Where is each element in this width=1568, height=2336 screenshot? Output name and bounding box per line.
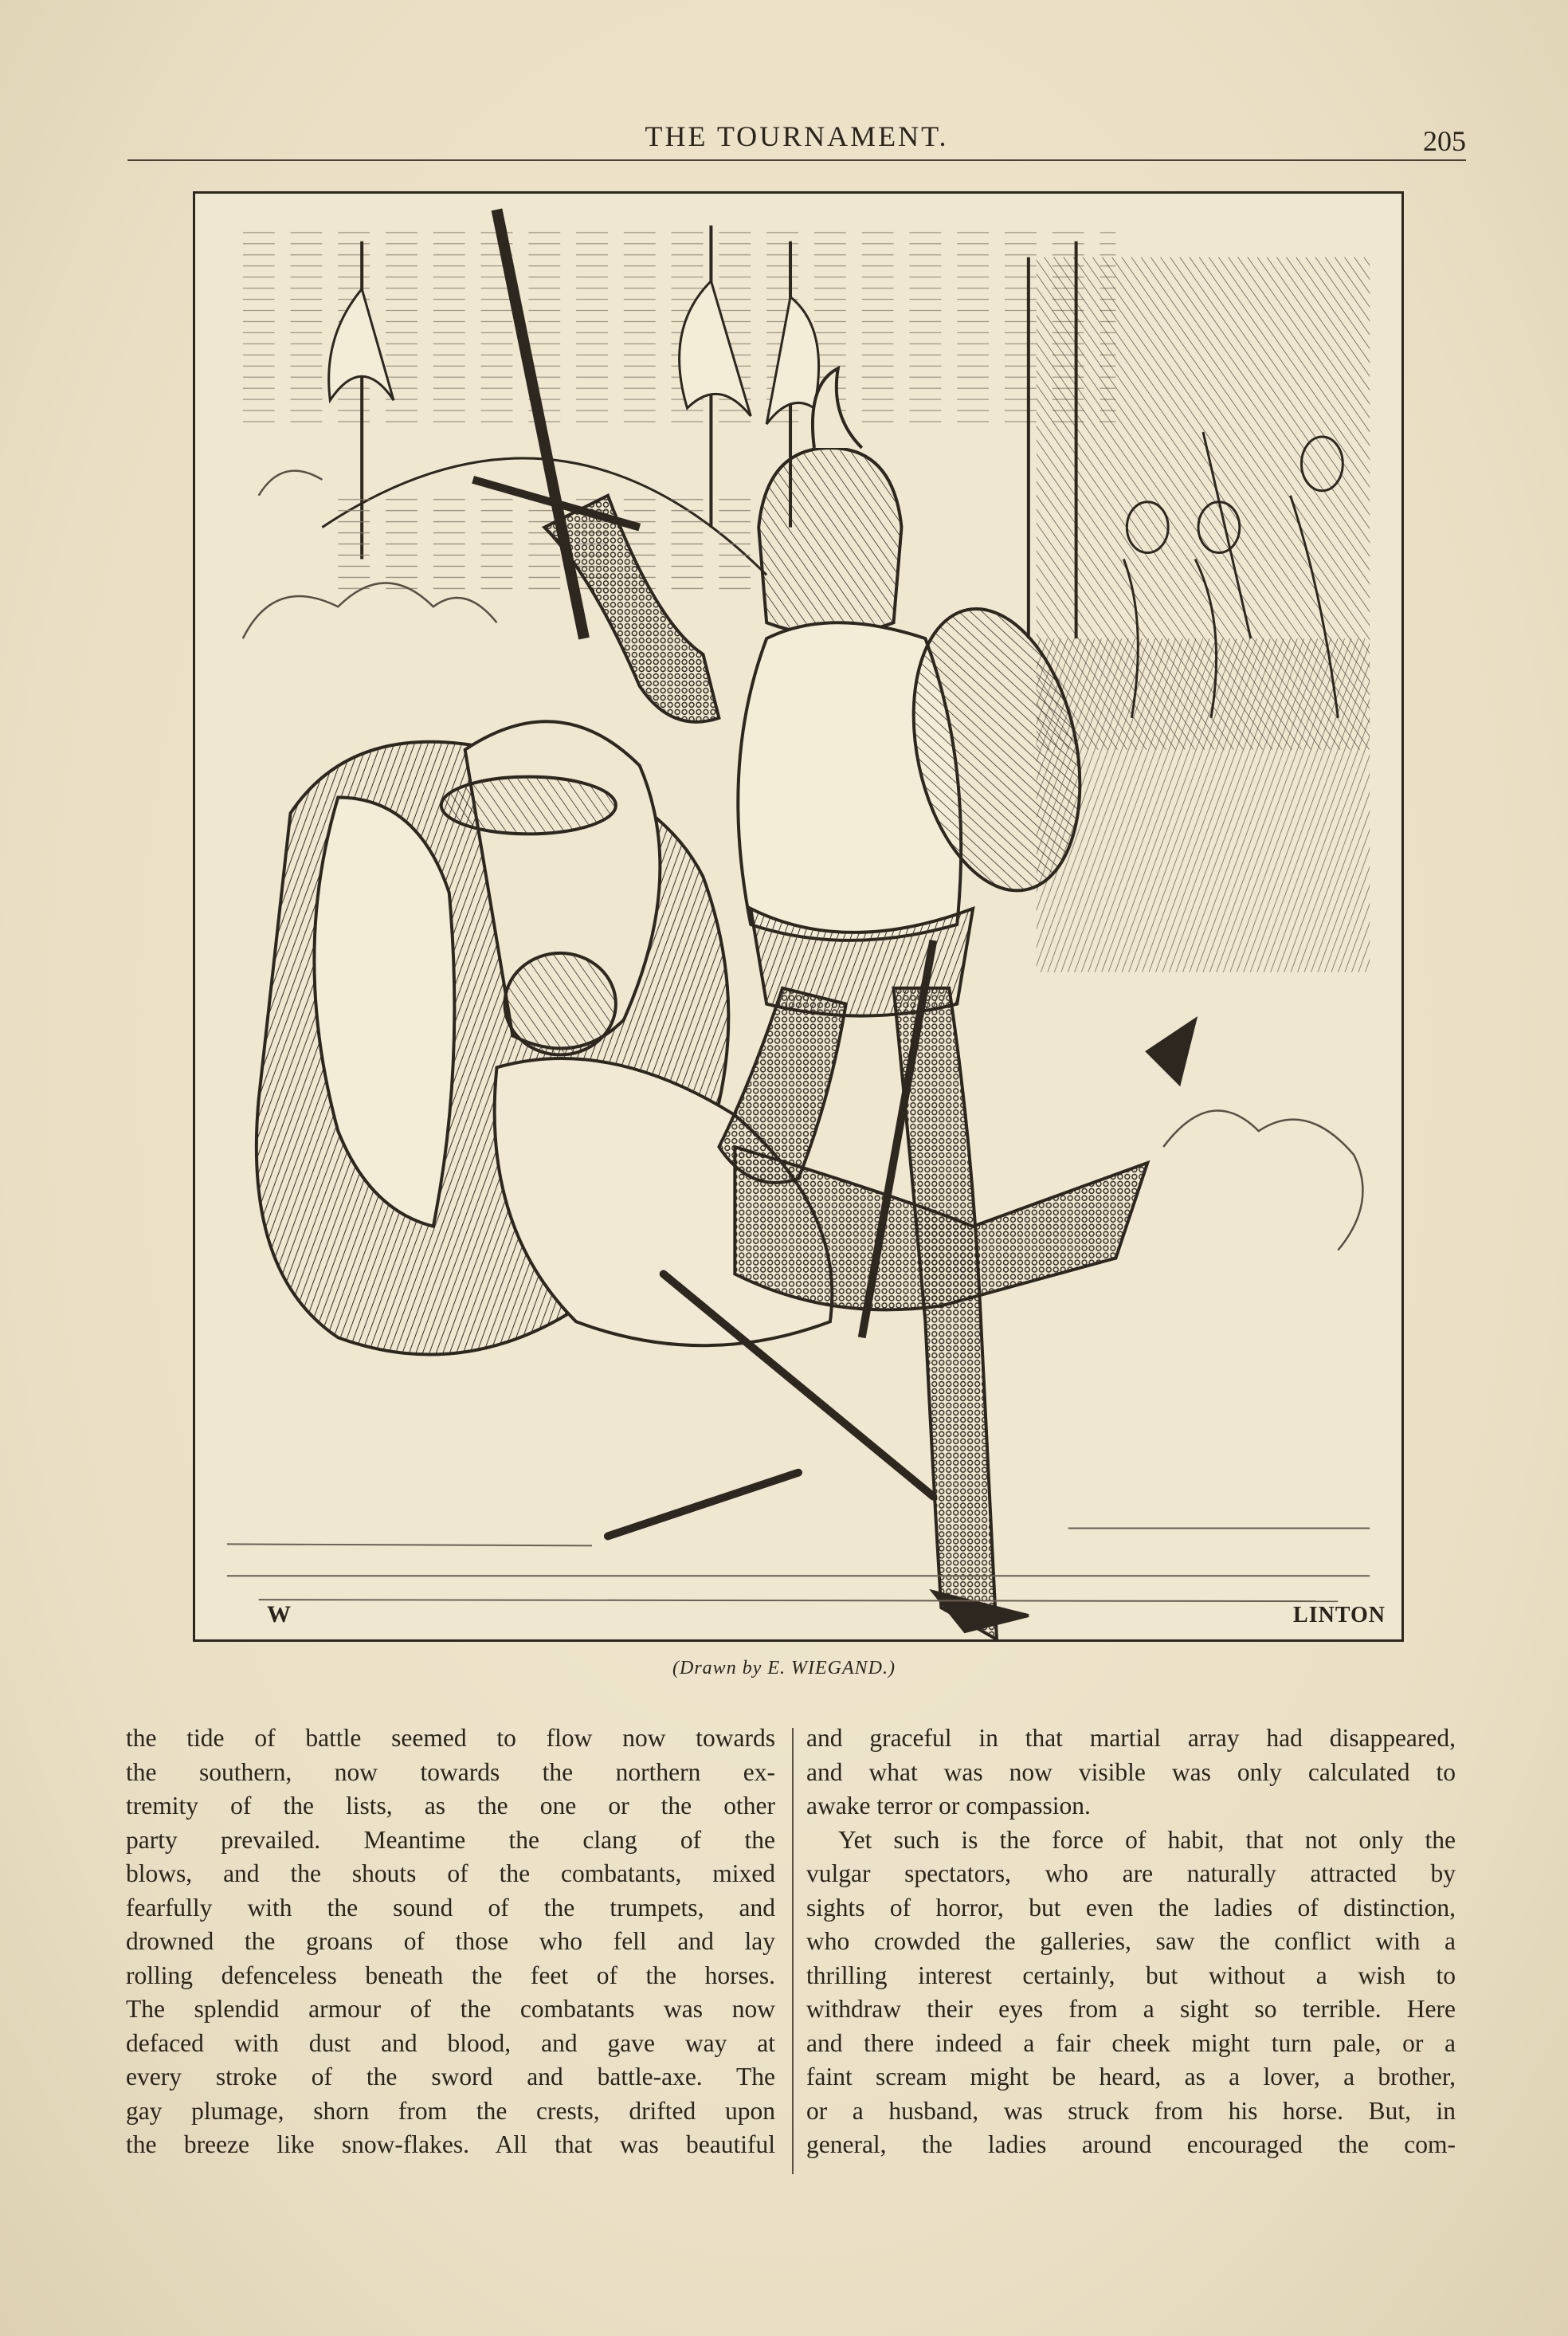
text-line: blows, and the shouts of the combatants, mixed bbox=[126, 1859, 775, 1887]
text-line: or a husband, was struck from his horse. But, in bbox=[806, 2096, 1456, 2125]
illustration-caption: (Drawn by E. WIEGAND.) bbox=[672, 1658, 896, 1678]
text-line: rolling defenceless beneath the feet of the horses. bbox=[126, 1961, 775, 1989]
text-line: The splendid armour of the combatants was now bbox=[126, 1995, 775, 2023]
text-line: party prevailed. Meantime the clang of the bbox=[126, 1825, 775, 1854]
text-line: gay plumage, shorn from the crests, drifted upon bbox=[126, 2096, 775, 2125]
text-line: who crowded the galleries, saw the conflict with a bbox=[806, 1927, 1456, 1955]
text-line: the breeze like snow-flakes. All that was beautiful bbox=[126, 2130, 775, 2158]
text-line: drowned the groans of those who fell and lay bbox=[126, 1927, 775, 1955]
text-line: faint scream might be heard, as a lover, a brother, bbox=[806, 2063, 1456, 2091]
page-number: 205 bbox=[1423, 125, 1466, 157]
illustration-plate bbox=[193, 191, 1404, 1642]
text-line: tremity of the lists, as the one or the other bbox=[126, 1792, 775, 1820]
text-line: thrilling interest certainly, but without a wish to bbox=[806, 1961, 1456, 1989]
header-rule bbox=[127, 159, 1466, 161]
signature-left: W bbox=[267, 1601, 291, 1627]
text-line: the southern, now towards the northern ex- bbox=[126, 1757, 775, 1786]
text-line: general, the ladies around encouraged the com- bbox=[806, 2130, 1456, 2158]
text-line: and there indeed a fair cheek might turn pale, or a bbox=[806, 2028, 1456, 2057]
signature-right: LINTON bbox=[1293, 1603, 1386, 1627]
text-line: sights of horror, but even the ladies of distinction, bbox=[806, 1893, 1456, 1922]
text-line: vulgar spectators, who are naturally attracted by bbox=[806, 1859, 1456, 1887]
text-line: defaced with dust and blood, and gave way at bbox=[126, 2028, 775, 2057]
text-line: awake terror or compassion. bbox=[806, 1792, 1091, 1820]
engraving-knights-tournament-icon bbox=[195, 194, 1401, 1639]
text-line: and what was now visible was only calculated to bbox=[806, 1757, 1456, 1786]
text-column-right bbox=[806, 1722, 1456, 2162]
text-line: Yet such is the force of habit, that not only the bbox=[838, 1825, 1456, 1854]
text-line: fearfully with the sound of the trumpets, and bbox=[126, 1893, 775, 1922]
text-line: every stroke of the sword and battle-axe. The bbox=[126, 2063, 775, 2091]
text-column-left bbox=[126, 1722, 775, 2162]
column-divider bbox=[792, 1728, 794, 2174]
text-line: withdraw their eyes from a sight so terrible. Here bbox=[806, 1995, 1456, 2023]
running-title: THE TOURNAMENT. bbox=[645, 120, 949, 152]
text-line: and graceful in that martial array had disappeared, bbox=[806, 1724, 1456, 1752]
text-line: the tide of battle seemed to flow now towards bbox=[126, 1724, 775, 1752]
